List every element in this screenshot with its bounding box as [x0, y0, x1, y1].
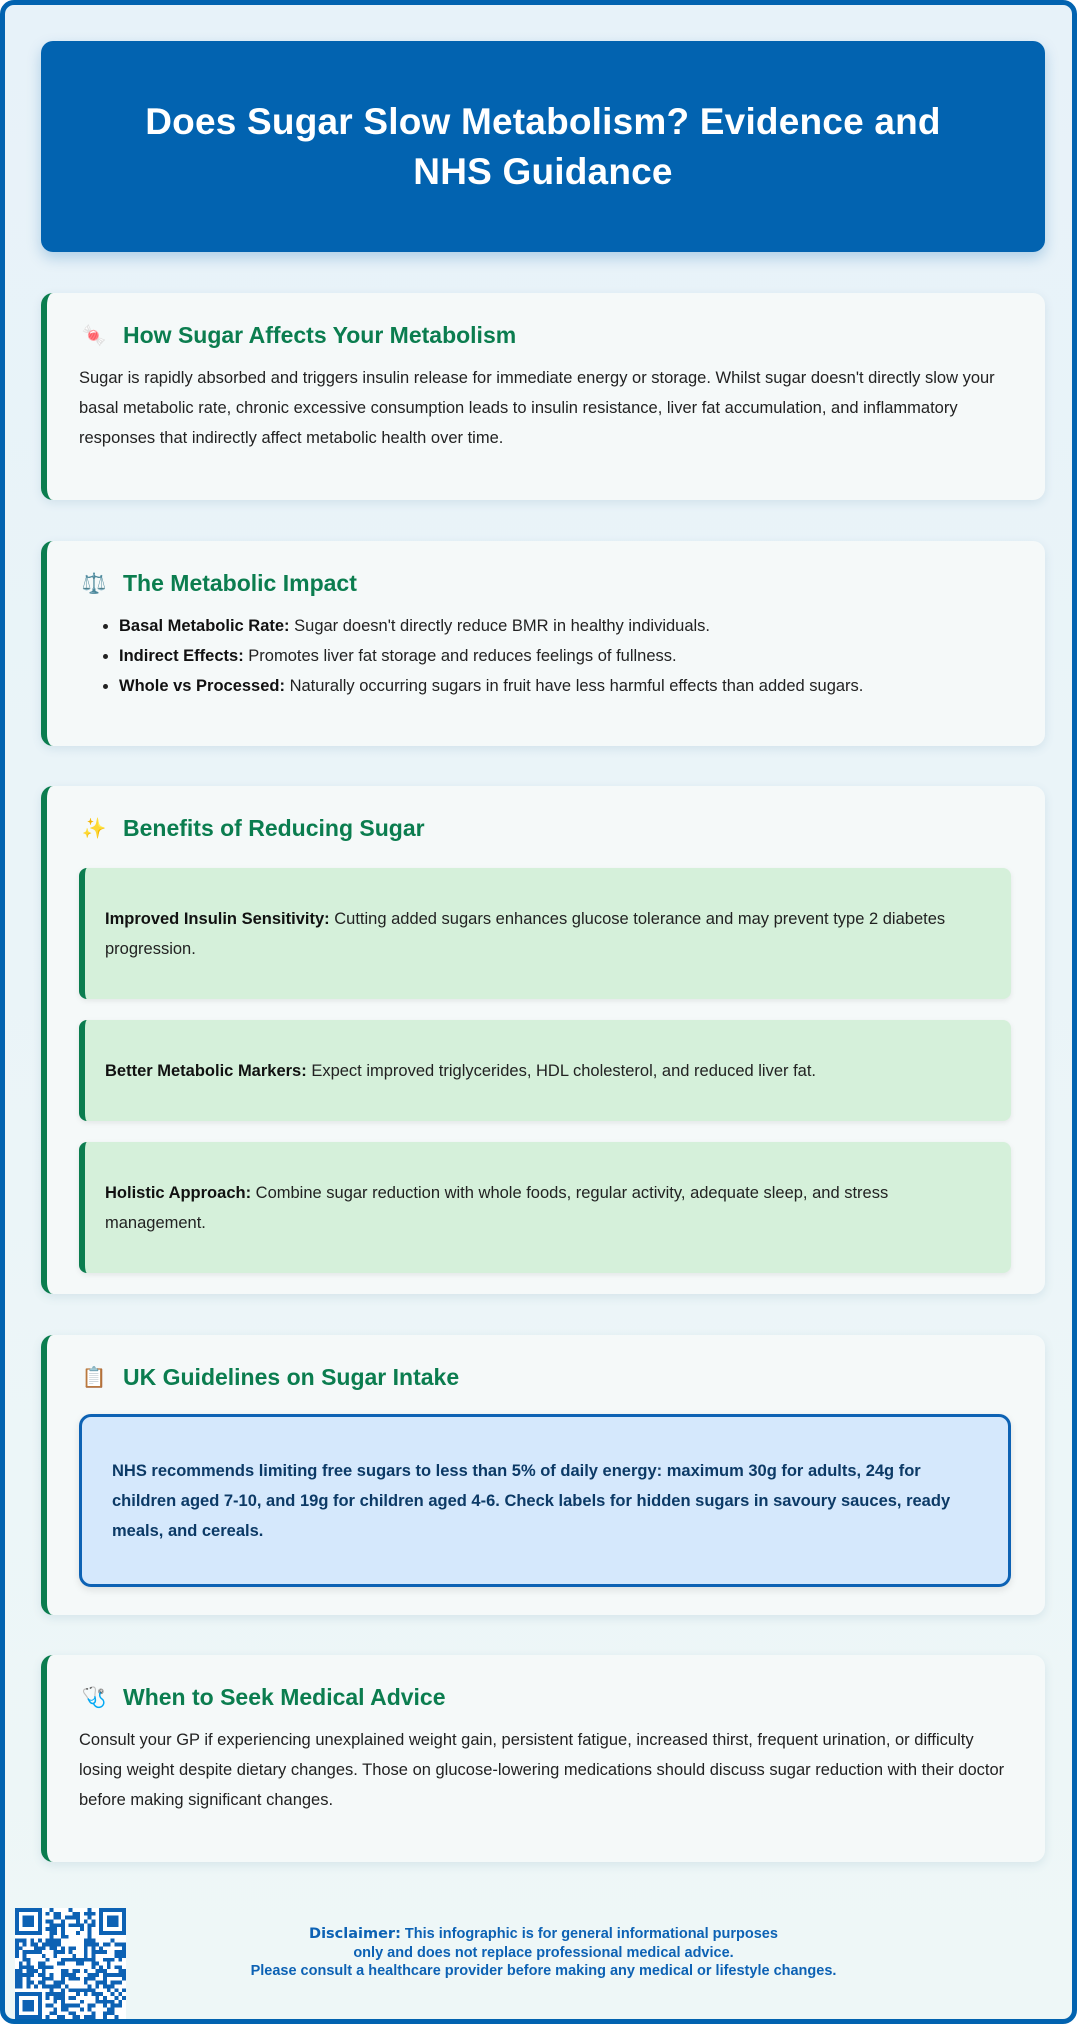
- benefit-label: Holistic Approach:: [105, 1183, 252, 1202]
- candy-icon: 🍬: [81, 324, 107, 347]
- section-heading: Benefits of Reducing Sugar: [123, 814, 425, 841]
- sparkles-icon: ✨: [81, 817, 107, 840]
- list-item: [119, 611, 1011, 641]
- stethoscope-icon: 🩺: [81, 1686, 107, 1709]
- guideline-text: NHS recommends limiting free sugars to less than 5% of daily energy: maximum 30g for adults, 24g for children aged 7-10, and 19g for children aged 4-6. Check labels for hidden sugars in savoury sauces, ready meals, and cereals.: [112, 1461, 951, 1540]
- list-item: [119, 671, 1011, 701]
- section-heading: When to Seek Medical Advice: [123, 1683, 446, 1710]
- section-text: Consult your GP if experiencing unexplained weight gain, persistent fatigue, increased thirst, frequent urination, or difficulty losing weight despite dietary changes. Those on glucose-lowering medications should discuss sugar reduction with their doctor before making significant changes.: [79, 1731, 1005, 1809]
- section-uk-guidelines: [41, 1335, 1045, 1615]
- disclaimer-line: only and does not replace professional medical advice.: [353, 1944, 734, 1961]
- section-heading: How Sugar Affects Your Metabolism: [123, 321, 517, 348]
- benefit-box: [79, 868, 1011, 999]
- section-text: Sugar is rapidly absorbed and triggers insulin release for immediate energy or storage. Whilst sugar doesn't directly slow your basal metabolic rate, chronic excessive consumption leads to insulin resistance, liver fat accumulation, and inflammatory responses that indirectly affect metabolic health over time.: [79, 369, 995, 447]
- benefit-label: Improved Insulin Sensitivity:: [105, 909, 330, 928]
- benefit-text: Expect improved triglycerides, HDL cholesterol, and reduced liver fat.: [306, 1061, 817, 1080]
- item-text: Naturally occurring sugars in fruit have less harmful effects than added sugars.: [284, 677, 864, 695]
- item-text: Sugar doesn't directly reduce BMR in healthy individuals.: [289, 617, 711, 635]
- item-label: Indirect Effects:: [119, 647, 244, 665]
- benefit-label: Better Metabolic Markers:: [105, 1061, 307, 1080]
- section-heading: UK Guidelines on Sugar Intake: [123, 1363, 460, 1390]
- impact-list: [79, 611, 1011, 701]
- page-title: Does Sugar Slow Metabolism? Evidence and NHS Guidance: [145, 100, 941, 192]
- list-item: [119, 641, 1011, 671]
- section-medical-advice: [41, 1655, 1045, 1862]
- item-text: Promotes liver fat storage and reduces feelings of fullness.: [243, 647, 677, 665]
- benefit-box: [79, 1020, 1011, 1121]
- benefit-box: [79, 1142, 1011, 1273]
- benefit-text: Cutting added sugars enhances glucose tolerance and may prevent type 2 diabetes progression.: [105, 909, 946, 958]
- item-label: Whole vs Processed:: [119, 677, 285, 695]
- disclaimer: [5, 1925, 1077, 1981]
- nhs-guideline-box: [79, 1414, 1011, 1587]
- clipboard-icon: 📋: [81, 1366, 107, 1389]
- section-benefits: [41, 786, 1045, 1294]
- disclaimer-label: Disclaimer:: [309, 1926, 401, 1942]
- disclaimer-line: Please consult a healthcare provider before making any medical or lifestyle changes.: [250, 1963, 837, 1979]
- disclaimer-line: This infographic is for general informational purposes: [400, 1926, 778, 1942]
- section-metabolic-impact: [41, 541, 1045, 746]
- header-banner: [41, 41, 1045, 252]
- section-sugar-metabolism: [41, 293, 1045, 500]
- item-label: Basal Metabolic Rate:: [119, 617, 290, 635]
- section-heading: The Metabolic Impact: [123, 569, 357, 596]
- benefit-text: Combine sugar reduction with whole foods, regular activity, adequate sleep, and stress management.: [105, 1183, 889, 1232]
- scales-icon: ⚖️: [81, 572, 107, 595]
